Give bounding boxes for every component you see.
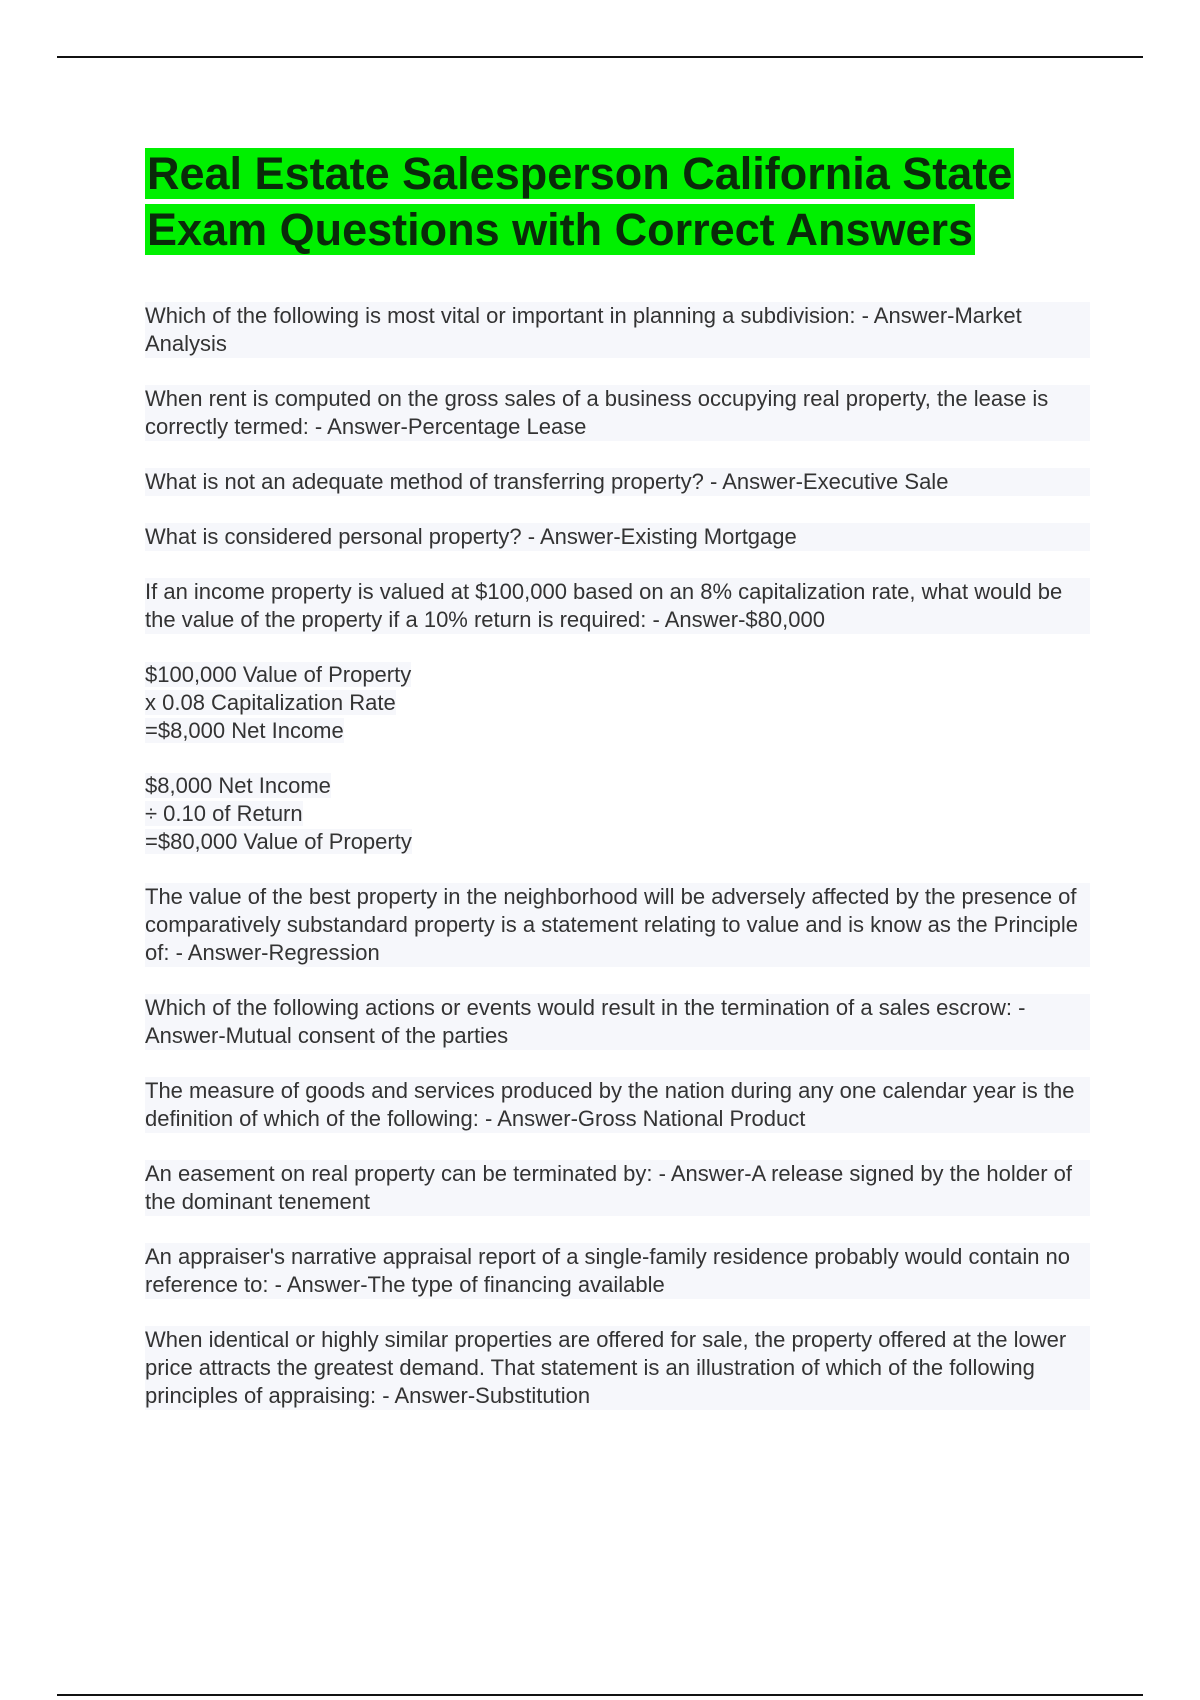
- bottom-rule: [57, 1694, 1143, 1696]
- qa-item: An easement on real property can be terminated by: - Answer-A release signed by the holder of the dominant tenement: [145, 1160, 1090, 1216]
- document-title: [145, 146, 1090, 258]
- qa-item: When identical or highly similar properties are offered for sale, the property offered at the lower price attracts the greatest demand. That statement is an illustration of which of the following principles of appraising: - Answer-Substitution: [145, 1326, 1090, 1410]
- qa-item: The value of the best property in the neighborhood will be adversely affected by the presence of comparatively substandard property is a statement relating to value and is know as the Principle of: - Answer-Regression: [145, 883, 1090, 967]
- calc-line: $8,000 Net Income: [145, 773, 331, 798]
- calc-line: $100,000 Value of Property: [145, 662, 412, 687]
- qa-item: Which of the following actions or events would result in the termination of a sales escrow: - Answer-Mutual consent of the parties: [145, 994, 1090, 1050]
- calc-line: ÷ 0.10 of Return: [145, 801, 303, 826]
- calc-line: =$8,000 Net Income: [145, 718, 344, 743]
- calc-line: =$80,000 Value of Property: [145, 829, 412, 854]
- qa-item: Which of the following is most vital or important in planning a subdivision: - Answer-Market Analysis: [145, 302, 1090, 358]
- title-line-2: Exam Questions with Correct Answers: [147, 204, 974, 255]
- document-body: [145, 146, 1090, 1437]
- qa-item: An appraiser's narrative appraisal report of a single-family residence probably would contain no reference to: - Answer-The type of financing available: [145, 1243, 1090, 1299]
- calculation-block-1: [145, 661, 1090, 745]
- qa-item: The measure of goods and services produced by the nation during any one calendar year is the definition of which of the following: - Answer-Gross National Product: [145, 1077, 1090, 1133]
- qa-item: What is not an adequate method of transferring property? - Answer-Executive Sale: [145, 468, 1090, 496]
- calc-line: x 0.08 Capitalization Rate: [145, 690, 396, 715]
- qa-item: If an income property is valued at $100,000 based on an 8% capitalization rate, what would be the value of the property if a 10% return is required: - Answer-$80,000: [145, 578, 1090, 634]
- calculation-block-2: [145, 772, 1090, 856]
- top-rule: [57, 56, 1143, 58]
- qa-item: What is considered personal property? - Answer-Existing Mortgage: [145, 523, 1090, 551]
- qa-item: When rent is computed on the gross sales of a business occupying real property, the lease is correctly termed: - Answer-Percentage Lease: [145, 385, 1090, 441]
- title-line-1: Real Estate Salesperson California State: [147, 148, 1013, 199]
